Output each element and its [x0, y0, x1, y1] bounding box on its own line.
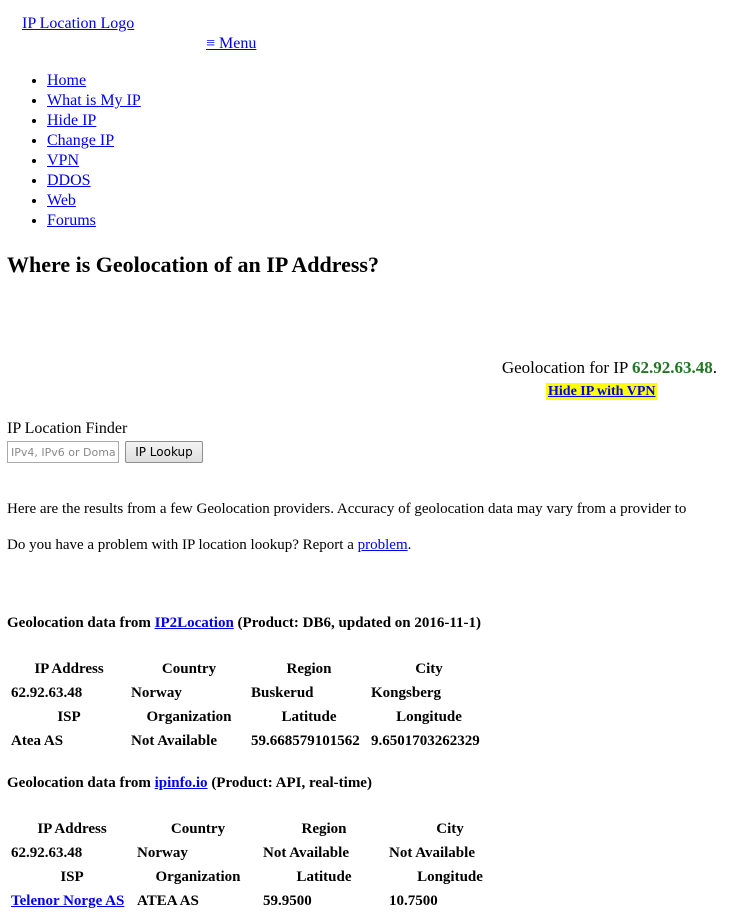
- cell-country: Norway: [131, 684, 182, 701]
- header-ip-address: IP Address: [34, 660, 104, 677]
- provider-prefix: Geolocation data from: [7, 615, 155, 631]
- header-city: City: [436, 820, 464, 837]
- header-organization: Organization: [146, 708, 232, 725]
- table-header-row: [10, 818, 512, 840]
- header-region: Region: [286, 660, 332, 677]
- cell-ip-address: 62.92.63.48: [11, 684, 83, 701]
- nav-link-forums[interactable]: Forums: [47, 212, 96, 229]
- current-ip: 62.92.63.48: [632, 358, 713, 377]
- header-ip-address: IP Address: [37, 820, 107, 837]
- main-nav: [0, 71, 141, 231]
- results-intro-text: Here are the results from a few Geolocation providers. Accuracy of geolocation data may vary from a provider to: [7, 501, 687, 517]
- nav-item-web: [47, 191, 141, 211]
- provider-suffix: (Product: API, real-time): [207, 775, 372, 791]
- cell-region: Buskerud: [251, 684, 314, 701]
- nav-link-hide-ip[interactable]: Hide IP: [47, 112, 97, 129]
- cell-latitude: 59.9500: [263, 892, 312, 909]
- nav-link-vpn[interactable]: VPN: [47, 152, 80, 169]
- isp-link-telenor[interactable]: Telenor Norge AS: [11, 892, 125, 909]
- cell-isp: [10, 890, 134, 912]
- header-organization: Organization: [155, 868, 241, 885]
- table-header-row: [10, 706, 488, 728]
- geo-table-ip2location: [8, 656, 490, 754]
- header-isp: ISP: [57, 708, 81, 725]
- cell-city: Kongsberg: [371, 684, 442, 701]
- geo-table-ipinfo: [8, 816, 514, 914]
- nav-link-what-is-my-ip[interactable]: What is My IP: [47, 92, 141, 109]
- table-header-row: [10, 866, 512, 888]
- nav-item-hide-ip: [47, 111, 141, 131]
- provider-title-ip2location: [7, 615, 481, 632]
- geolocation-summary: [502, 358, 717, 378]
- report-problem-text: [7, 537, 411, 554]
- report-problem-link[interactable]: problem: [357, 537, 408, 553]
- nav-item-what-is-my-ip: [47, 91, 141, 111]
- header-country: Country: [170, 820, 226, 837]
- provider-title-ipinfo: [7, 775, 372, 792]
- header-longitude: Longitude: [396, 708, 462, 725]
- nav-link-home[interactable]: Home: [47, 72, 87, 89]
- nav-item-forums: [47, 211, 141, 231]
- cell-city: Not Available: [389, 844, 475, 861]
- nav-item-vpn: [47, 151, 141, 171]
- cell-region: Not Available: [263, 844, 349, 861]
- nav-link-change-ip[interactable]: Change IP: [47, 132, 115, 149]
- header-region: Region: [301, 820, 347, 837]
- nav-link-web[interactable]: Web: [47, 192, 76, 209]
- ip-lookup-input[interactable]: [7, 441, 119, 463]
- ip-finder-label: IP Location Finder: [7, 420, 128, 437]
- report-problem-suffix: .: [407, 537, 412, 553]
- cell-longitude: 10.7500: [389, 892, 438, 909]
- header-country: Country: [161, 660, 217, 677]
- report-problem-prefix: Do you have a problem with IP location lookup? Report a: [7, 537, 358, 553]
- ip-lookup-button[interactable]: IP Lookup: [125, 441, 203, 463]
- cell-country: Norway: [137, 844, 188, 861]
- table-header-row: [10, 658, 488, 680]
- cell-isp: Atea AS: [11, 732, 64, 749]
- cell-organization: ATEA AS: [137, 892, 199, 909]
- provider-prefix: Geolocation data from: [7, 775, 155, 791]
- nav-item-home: [47, 71, 141, 91]
- header-isp: ISP: [60, 868, 84, 885]
- nav-item-change-ip: [47, 131, 141, 151]
- nav-link-ddos[interactable]: DDOS: [47, 172, 91, 189]
- geolocation-prefix: Geolocation for IP: [501, 358, 632, 377]
- header-city: City: [415, 660, 443, 677]
- page-title: Where is Geolocation of an IP Address?: [7, 252, 379, 277]
- table-row: [10, 890, 512, 912]
- cell-organization: Not Available: [131, 732, 217, 749]
- menu-button[interactable]: ≡ Menu: [206, 35, 257, 52]
- provider-link-ip2location[interactable]: IP2Location: [154, 615, 234, 631]
- cell-latitude: 59.668579101562: [251, 732, 360, 749]
- provider-link-ipinfo[interactable]: ipinfo.io: [154, 775, 208, 791]
- cell-ip-address: 62.92.63.48: [11, 844, 83, 861]
- nav-item-ddos: [47, 171, 141, 191]
- table-row: [10, 842, 512, 864]
- header-latitude: Latitude: [296, 868, 352, 885]
- header-latitude: Latitude: [281, 708, 337, 725]
- table-row: [10, 682, 488, 704]
- logo-link[interactable]: IP Location Logo: [22, 15, 135, 32]
- geolocation-suffix: .: [712, 358, 717, 377]
- header-longitude: Longitude: [417, 868, 483, 885]
- hide-ip-vpn-link[interactable]: Hide IP with VPN: [548, 384, 656, 399]
- cell-longitude: 9.6501703262329: [371, 732, 480, 749]
- table-row: [10, 730, 488, 752]
- provider-suffix: (Product: DB6, updated on 2016-11-1): [233, 615, 482, 631]
